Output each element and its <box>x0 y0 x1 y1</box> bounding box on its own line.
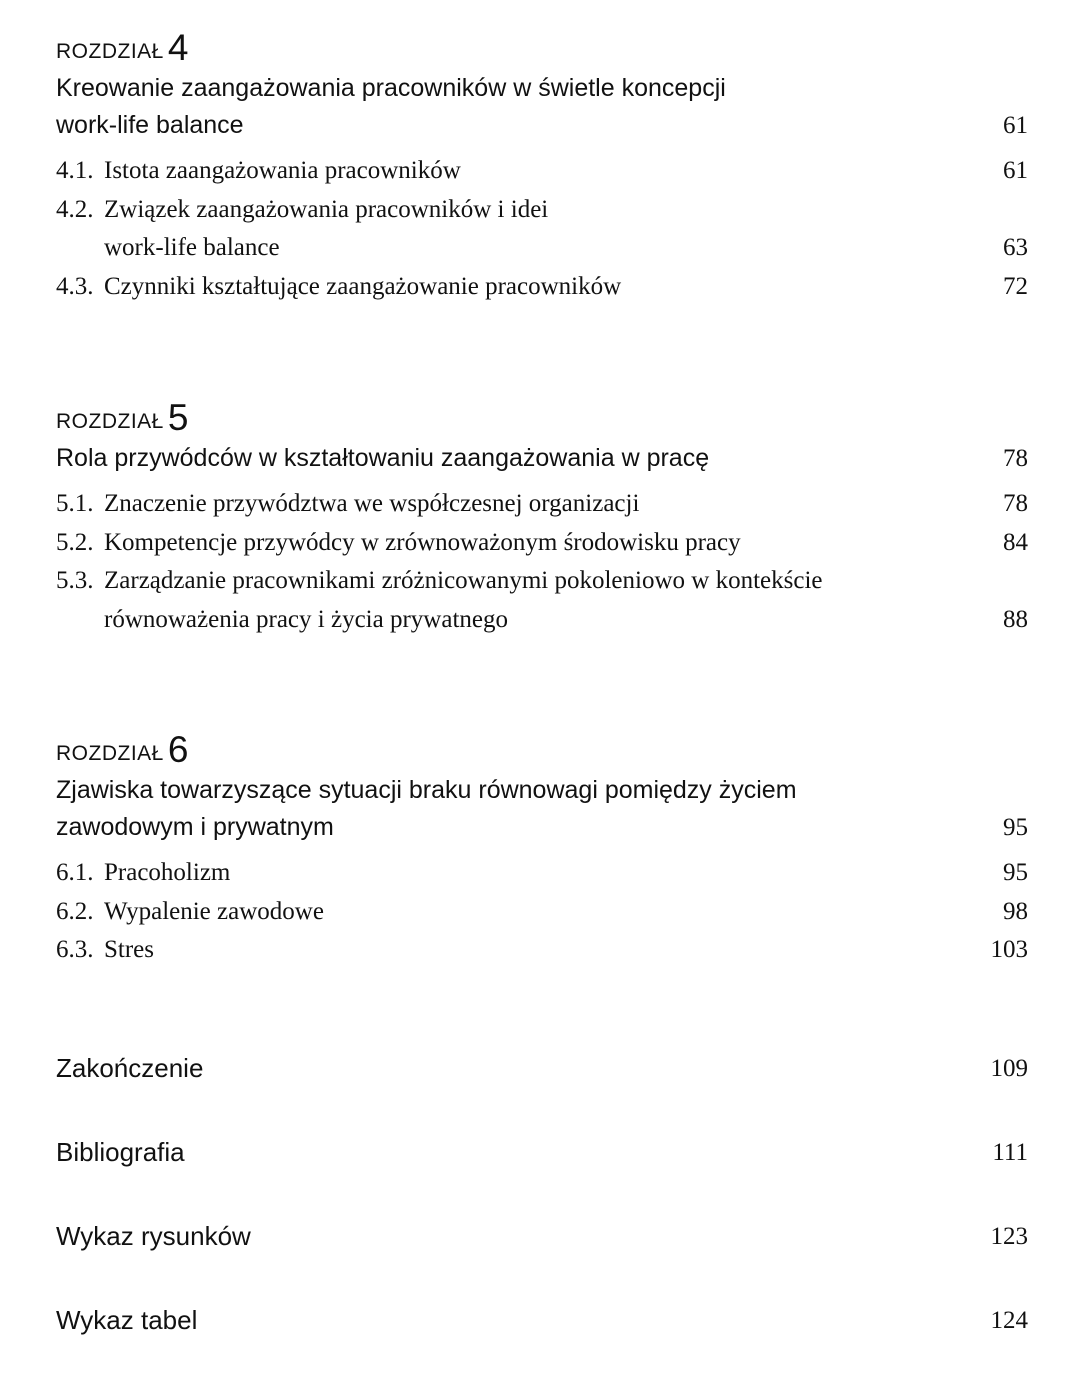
section-title: Stres <box>104 936 154 963</box>
section-title: Pracoholizm <box>104 859 231 886</box>
chapter-title-line: Rola przywódców w kształtowaniu zaangażowania w pracę <box>56 444 710 472</box>
back-matter-title: Wykaz tabel <box>56 1305 198 1335</box>
back-matter-title: Wykaz rysunków <box>56 1221 251 1251</box>
section-entry[interactable] <box>56 562 1028 639</box>
section-number: 6.2. <box>56 897 94 925</box>
chapter-title-line: Kreowanie zaangażowania pracowników w świetle koncepcji <box>56 74 726 102</box>
section-entry[interactable] <box>56 893 1028 932</box>
chapter-number: 6 <box>167 729 189 770</box>
chapter-label <box>56 730 1028 770</box>
chapter-title[interactable] <box>56 772 1028 846</box>
chapter-title-line: zawodowym i prywatnym <box>56 813 334 841</box>
chapter-label <box>56 398 1028 438</box>
back-matter-page-number: 109 <box>990 1055 1028 1082</box>
section-title: Wypalenie zawodowe <box>104 897 324 925</box>
back-matter-title: Zakończenie <box>56 1053 204 1083</box>
section-page-number: 98 <box>1003 897 1028 925</box>
chapter-title-line: Zjawiska towarzyszące sytuacji braku równowagi pomiędzy życiem <box>56 776 797 804</box>
section-title: Zarządzanie pracownikami zróżnicowanymi pokoleniowo w kontekście <box>104 567 823 594</box>
chapter-title[interactable] <box>56 440 1028 477</box>
section-number: 5.2. <box>56 528 94 556</box>
section-title-continuation: równoważenia pracy i życia prywatnego <box>104 605 508 633</box>
section-entry[interactable] <box>56 152 1028 191</box>
section-number: 4.1. <box>56 157 94 184</box>
chapter-page-number: 61 <box>1003 112 1028 139</box>
chapter-4 <box>56 28 1028 306</box>
section-number: 5.3. <box>56 567 94 594</box>
section-entry[interactable] <box>56 854 1028 893</box>
section-entry[interactable] <box>56 931 1028 970</box>
chapter-page-number: 95 <box>1003 814 1028 841</box>
back-matter-page-number: 124 <box>990 1307 1028 1334</box>
back-matter-page-number: 123 <box>990 1223 1028 1250</box>
chapter-title-line: work-life balance <box>56 111 244 139</box>
section-entry[interactable] <box>56 191 1028 268</box>
chapter-label <box>56 28 1028 68</box>
section-title: Związek zaangażowania pracowników i idei <box>104 195 549 223</box>
chapter-label-text: ROZDZIAŁ <box>56 410 164 433</box>
back-matter-entry[interactable] <box>56 1050 1028 1087</box>
chapter-number: 4 <box>167 27 189 68</box>
section-entry[interactable] <box>56 524 1028 563</box>
back-matter-entry[interactable] <box>56 1218 1028 1255</box>
section-page-number: 88 <box>1003 605 1028 633</box>
section-title: Istota zaangażowania pracowników <box>104 157 461 184</box>
chapter-label-text: ROZDZIAŁ <box>56 742 164 765</box>
section-page-number: 61 <box>1003 157 1028 184</box>
section-page-number: 103 <box>990 936 1028 963</box>
section-entry[interactable] <box>56 268 1028 307</box>
chapter-number: 5 <box>167 397 189 438</box>
back-matter-page-number: 111 <box>992 1139 1028 1166</box>
section-entry[interactable] <box>56 485 1028 524</box>
section-page-number: 84 <box>1003 528 1028 556</box>
section-title: Czynniki kształtujące zaangażowanie pracowników <box>104 272 622 300</box>
chapter-label-text: ROZDZIAŁ <box>56 40 164 63</box>
section-title-continuation: work-life balance <box>104 234 280 261</box>
chapter-title[interactable] <box>56 70 1028 144</box>
section-number: 6.1. <box>56 859 94 886</box>
chapter-5 <box>56 398 1028 639</box>
chapter-page-number: 78 <box>1003 445 1028 472</box>
section-page-number: 72 <box>1003 272 1028 300</box>
section-page-number: 63 <box>1003 234 1028 261</box>
section-number: 4.2. <box>56 195 94 223</box>
section-number: 6.3. <box>56 936 94 963</box>
section-number: 4.3. <box>56 272 94 300</box>
section-title: Znaczenie przywództwa we współczesnej organizacji <box>104 490 640 517</box>
back-matter-entry[interactable] <box>56 1134 1028 1171</box>
section-page-number: 78 <box>1003 490 1028 517</box>
chapter-6 <box>56 730 1028 970</box>
back-matter-title: Bibliografia <box>56 1137 185 1167</box>
section-number: 5.1. <box>56 490 94 517</box>
back-matter-entry[interactable] <box>56 1302 1028 1339</box>
section-title: Kompetencje przywódcy w zrównoważonym środowisku pracy <box>104 528 741 556</box>
section-page-number: 95 <box>1003 859 1028 886</box>
